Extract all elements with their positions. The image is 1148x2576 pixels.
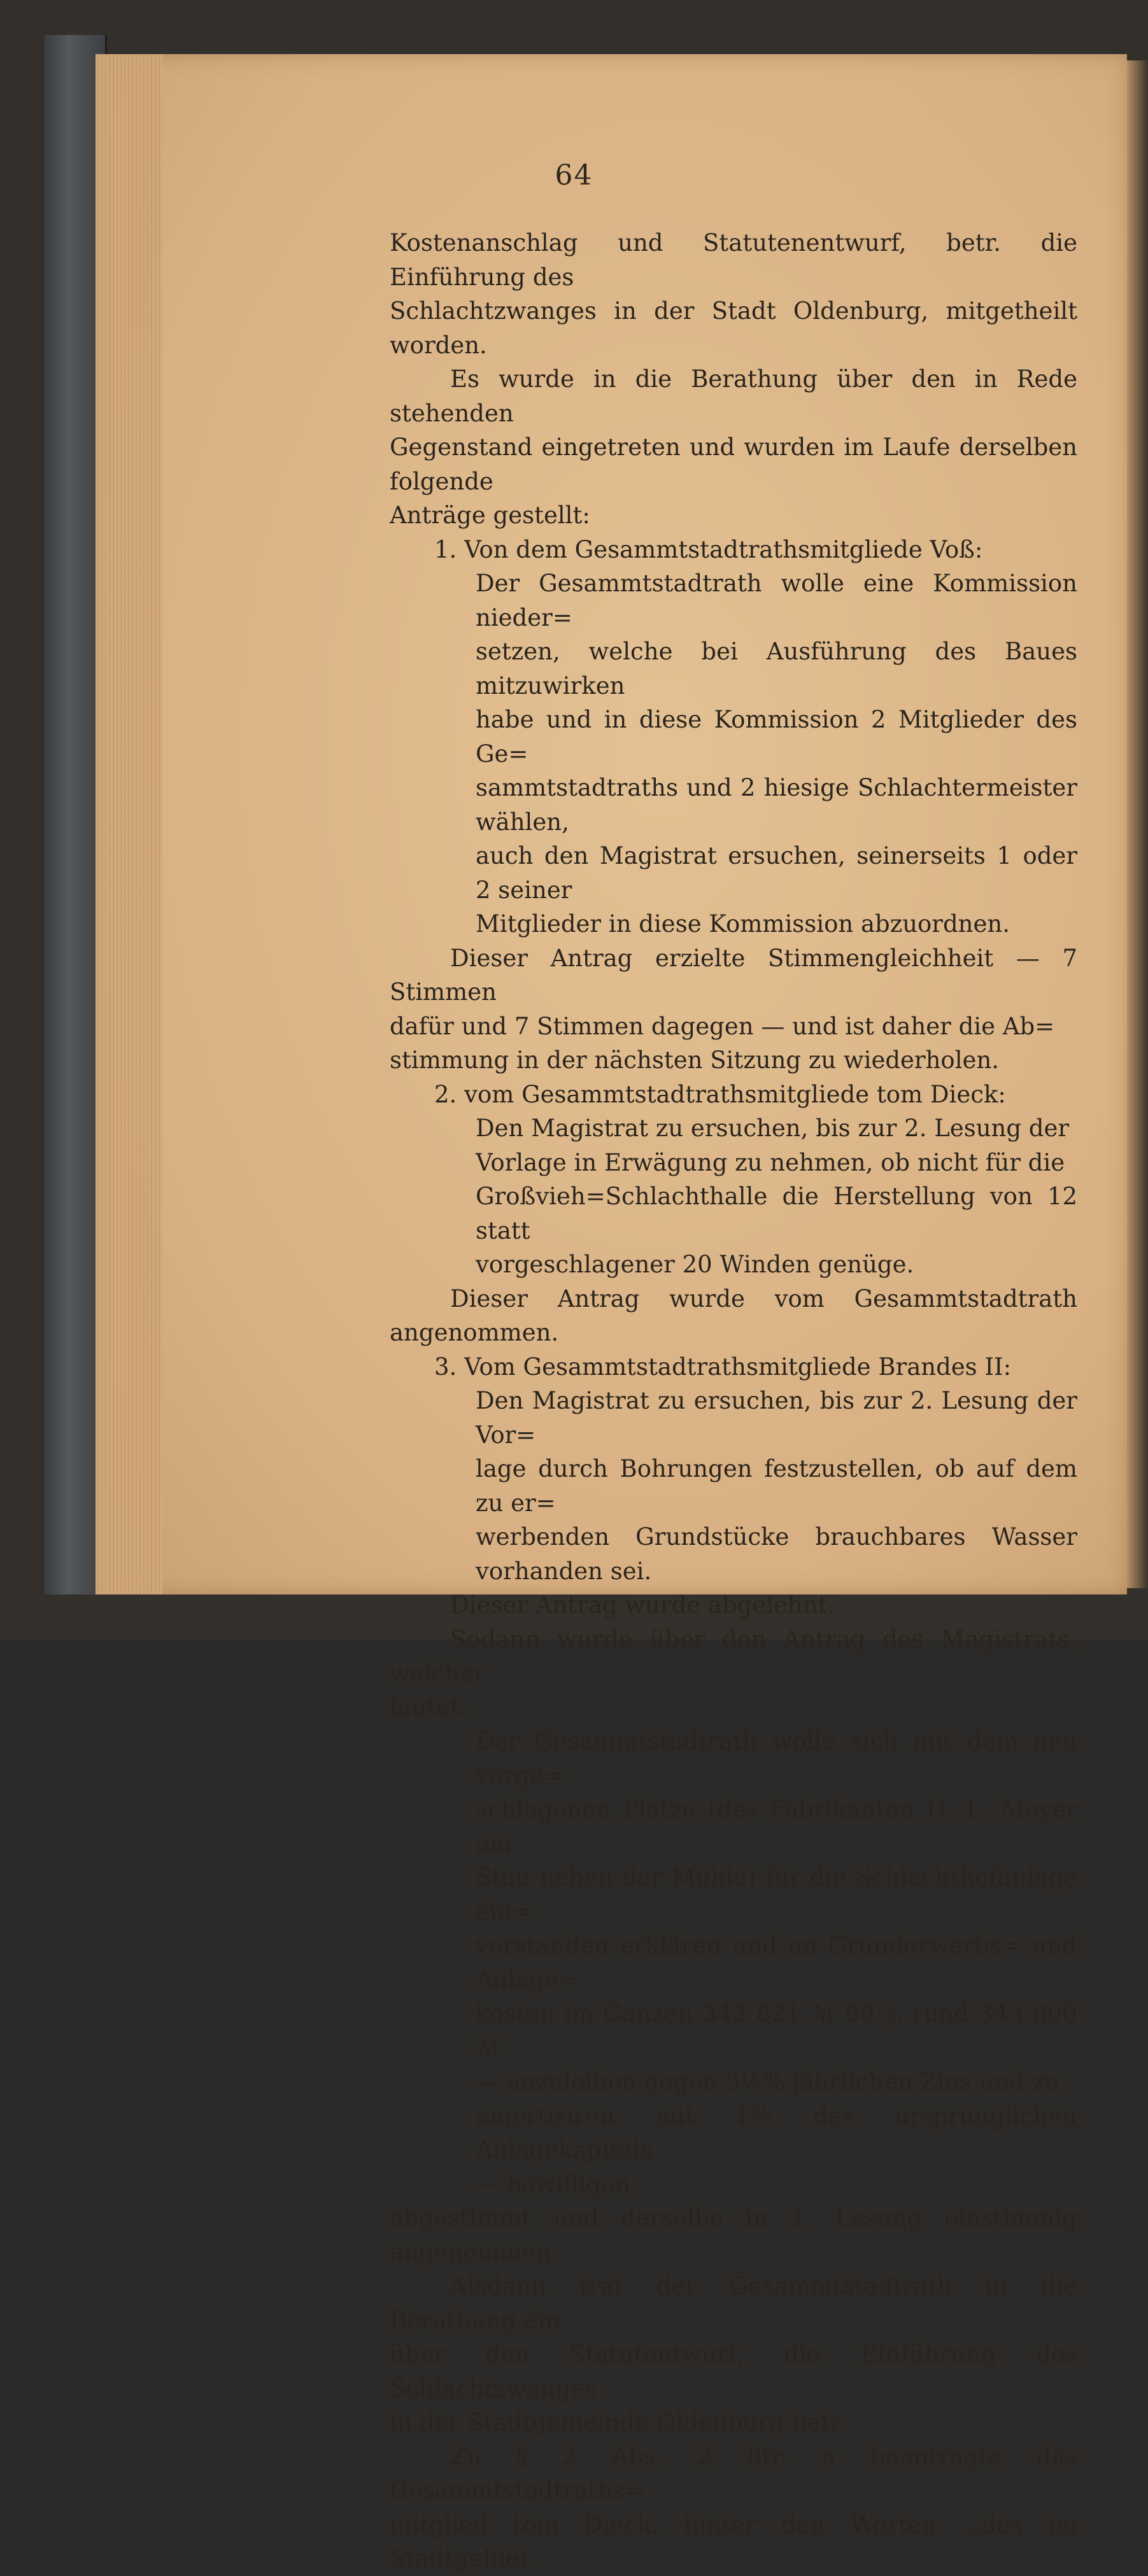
text-line: habe und in diese Kommission 2 Mitglieder des Ge=: [476, 706, 1077, 768]
text-line: Kostenanschlag und Statutenentwurf, betr. die Einführung des: [390, 229, 1077, 291]
text-line: Dieser Antrag wurde vom Gesammtstadtrath angenommen.: [390, 1284, 1077, 1346]
text-line: Vorlage in Erwägung zu nehmen, ob nicht für die: [476, 1148, 1065, 1176]
text-line: 3. Vom Gesammtstadtrathsmitgliede Brandes II:: [434, 1353, 1012, 1381]
text-line: sammtstadtraths und 2 hiesige Schlachtermeister wählen,: [476, 774, 1077, 836]
text-line: über den Statutentwurf, die Einführung des Schlachtzwanges: [390, 2340, 1077, 2402]
text-line: dafür und 7 Stimmen dagegen — und ist daher die Ab=: [390, 1012, 1055, 1040]
text-line: Großvieh=Schlachthalle die Herstellung von 12 statt: [476, 1183, 1077, 1244]
text-line: Gegenstand eingetreten und wurden im Laufe derselben folgende: [390, 433, 1077, 495]
text-line: lage durch Bohrungen festzustellen, ob auf dem zu er=: [476, 1455, 1077, 1517]
text-line: in der Stadtgemeinde Oldenburg betr.: [390, 2409, 846, 2436]
text-line: Dieser Antrag wurde abgelehnt.: [450, 1591, 835, 1619]
page-edges: [96, 54, 162, 1594]
text-line: Stau neben der Mühle) für die Schlachthofanlage ein=: [476, 1864, 1077, 1925]
text-line: amortisiren mit 1% des ursprünglichen Anlagekapitals: [476, 2102, 1077, 2164]
page-number: 64: [555, 159, 593, 192]
text-line: Der Gesammtstadtrath wolle eine Kommission nieder=: [476, 570, 1077, 631]
text-line: Dieser Antrag erzielte Stimmengleichheit — 7 Stimmen: [390, 944, 1077, 1006]
text-line: 1. Von dem Gesammtstadtrathsmitgliede Voß:: [434, 535, 983, 563]
text-line: Zu § 2 Abs. 2 litr. a beantragte das Gesammtstadtraths=: [390, 2442, 1077, 2504]
text-line: Der Gesammtstadtrath wolle sich mit dem neu vorge=: [476, 1728, 1077, 1789]
text-line: Sodann wurde über den Antrag des Magistrats, welcher: [390, 1625, 1077, 1687]
text-line: Den Magistrat zu ersuchen, bis zur 2. Lesung der: [476, 1115, 1070, 1142]
page-shadow: [1127, 60, 1148, 1588]
body-text: [390, 226, 1077, 2576]
text-line: — anzuleihen gegen 3½% jährlichen Zins und zu: [476, 2068, 1060, 2095]
text-line: mitglied tom Dieck, hinter den Worten: „des im Stadtgebiet: [390, 2510, 1077, 2572]
text-line: Den Magistrat zu ersuchen, bis zur 2. Lesung der Vor=: [476, 1387, 1077, 1449]
text-line: Anträge gestellt:: [390, 502, 590, 529]
text-line: schlagenen Platze (des Fabrikanten H. L. Meyer am: [476, 1796, 1077, 1857]
text-line: — bewilligen,: [476, 2170, 638, 2198]
text-line: kosten im Ganzen 343 821 ℳ 90 ₰, rund 343 800 ℳ: [476, 2000, 1077, 2062]
text-line: verstanden erklären und an Grunderwerbs= und Anlage=: [476, 1932, 1077, 1994]
text-line: setzen, welche bei Ausführung des Baues mitzuwirken: [476, 638, 1077, 700]
text-line: vorgeschlagener 20 Winden genüge.: [476, 1251, 914, 1278]
text-line: werbenden Grundstücke brauchbares Wasser vorhanden sei.: [476, 1523, 1077, 1585]
text-line: 2. vom Gesammtstadtrathsmitgliede tom Dieck:: [434, 1080, 1006, 1108]
text-line: auch den Magistrat ersuchen, seinerseits 1 oder 2 seiner: [476, 842, 1077, 904]
text-line: Alsdann trat der Gesammtstadtrath in die Berathung ein: [390, 2272, 1077, 2334]
text-line: Mitglieder in diese Kommission abzuordnen.: [476, 910, 1010, 938]
text-line: Es wurde in die Berathung über den in Rede stehenden: [390, 365, 1077, 427]
text-line: lautet:: [390, 1693, 467, 1721]
text-line: abgestimmt und derselbe in 1. Lesung einstimmig angenommen.: [390, 2204, 1077, 2266]
text-line: stimmung in der nächsten Sitzung zu wiederholen.: [390, 1046, 1000, 1074]
text-line: Schlachtzwanges in der Stadt Oldenburg, mitgetheilt worden.: [390, 297, 1077, 359]
